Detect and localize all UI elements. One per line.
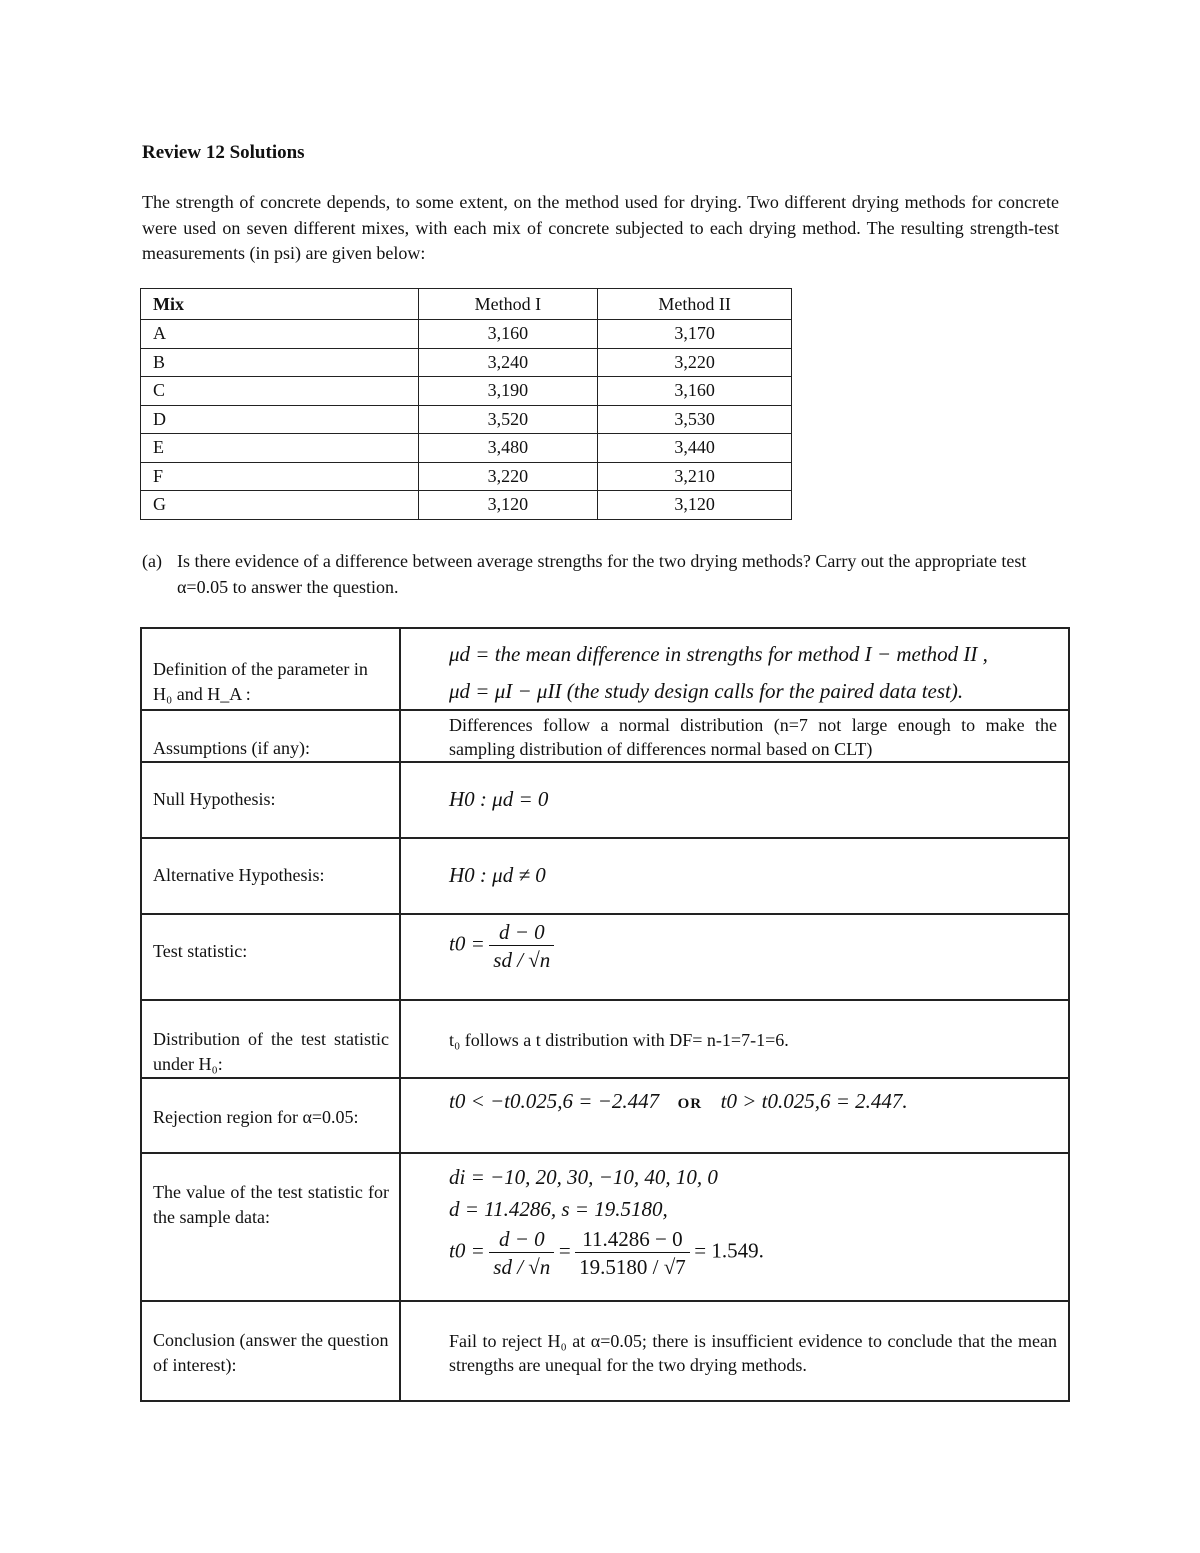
column-header-method-i: Method I	[418, 289, 598, 320]
summary-stats-line: d = 11.4286, s = 19.5180,	[449, 1197, 668, 1221]
mix-cell: D	[141, 405, 419, 434]
computation-numerator-2: 11.4286 − 0	[575, 1226, 690, 1253]
assumptions-text: Differences follow a normal distribution (n=7 not large enough to make the sampling distribution of differences normal based on CLT)	[400, 710, 1069, 762]
question-text: Is there evidence of a difference between average strengths for the two drying methods? Carry out the appropriate test α=0.05 to answer the question.	[177, 551, 1027, 597]
column-header-mix: Mix	[141, 289, 419, 320]
rejection-or: OR	[677, 1096, 703, 1112]
definition-row	[141, 628, 1069, 710]
test-statistic-value	[400, 914, 1069, 1000]
method-ii-cell: 3,120	[598, 491, 792, 520]
computation-lhs: t0 =	[449, 1238, 485, 1263]
mix-cell: G	[141, 491, 419, 520]
method-i-cell: 3,240	[418, 348, 598, 377]
mix-cell: B	[141, 348, 419, 377]
assumptions-label: Assumptions (if any):	[141, 710, 400, 762]
null-hypothesis-value	[400, 762, 1069, 838]
computation-fraction-2	[575, 1226, 690, 1281]
test-statistic-label: Test statistic:	[141, 914, 400, 1000]
rejection-lower: t0 < −t0.025,6 = −2.447	[449, 1089, 660, 1113]
null-hypothesis-row	[141, 762, 1069, 838]
mix-cell: F	[141, 462, 419, 491]
table-row	[141, 348, 792, 377]
test-statistic-fraction	[489, 919, 554, 974]
conclusion-row	[141, 1301, 1069, 1401]
strength-data-table	[140, 288, 792, 520]
column-header-method-ii: Method II	[598, 289, 792, 320]
rejection-upper: t0 > t0.025,6 = 2.447.	[720, 1089, 908, 1113]
null-hypothesis-label: Null Hypothesis:	[141, 762, 400, 838]
distribution-text: t₀ follows a t distribution with DF= n-1=7-1=6.	[400, 1000, 1069, 1078]
method-i-cell: 3,220	[418, 462, 598, 491]
intro-paragraph: The strength of concrete depends, to some extent, on the method used for drying. Two different drying methods for concrete were used on seven different mixes, with each mix of concrete subjected to each drying method. The resulting strength-test measurements (in psi) are given below:	[142, 192, 1059, 263]
test-statistic-lhs: t0 =	[449, 931, 485, 956]
alternative-hypothesis-value	[400, 838, 1069, 914]
method-ii-cell: 3,530	[598, 405, 792, 434]
page-title: Review 12 Solutions	[142, 142, 305, 163]
definition-line-2: μd = μI − μII (the study design calls for the paired data test).	[449, 679, 964, 703]
rejection-region-row	[141, 1078, 1069, 1153]
sample-value-label: The value of the test statistic for the sample data:	[141, 1153, 400, 1301]
null-hypothesis-formula: H0 : μd = 0	[449, 787, 549, 811]
computation-denominator-2: 19.5180 / √7	[579, 1255, 686, 1279]
differences-line: di = −10, 20, 30, −10, 40, 10, 0	[449, 1165, 718, 1189]
alternative-hypothesis-row	[141, 838, 1069, 914]
test-statistic-row	[141, 914, 1069, 1000]
rejection-region-value	[400, 1078, 1069, 1153]
conclusion-text: Fail to reject H₀ at α=0.05; there is insufficient evidence to conclude that the mean strengths are unequal for the two drying methods.	[400, 1301, 1069, 1401]
method-ii-cell: 3,170	[598, 320, 792, 349]
table-row	[141, 491, 792, 520]
computation-line	[449, 1226, 1057, 1281]
mix-cell: A	[141, 320, 419, 349]
computation-numerator-1: d − 0	[489, 1226, 554, 1253]
method-i-cell: 3,190	[418, 377, 598, 406]
table-header-row	[141, 289, 792, 320]
definition-label: Definition of the parameter in H₀ and H_A :	[141, 628, 400, 710]
alternative-hypothesis-label: Alternative Hypothesis:	[141, 838, 400, 914]
method-ii-cell: 3,160	[598, 377, 792, 406]
table-row	[141, 462, 792, 491]
computation-result: = 1.549.	[694, 1238, 764, 1263]
table-row	[141, 320, 792, 349]
table-row	[141, 377, 792, 406]
test-statistic-denominator: sd / √n	[493, 948, 551, 972]
definition-line-1: μd = the mean difference in strengths for method I − method II ,	[449, 642, 988, 666]
conclusion-label: Conclusion (answer the question of interest):	[141, 1301, 400, 1401]
table-row	[141, 405, 792, 434]
mix-cell: E	[141, 434, 419, 463]
method-i-cell: 3,520	[418, 405, 598, 434]
distribution-row	[141, 1000, 1069, 1078]
method-i-cell: 3,120	[418, 491, 598, 520]
definition-value	[400, 628, 1069, 710]
solution-table	[140, 627, 1070, 1402]
method-ii-cell: 3,440	[598, 434, 792, 463]
method-i-cell: 3,480	[418, 434, 598, 463]
question-label: (a)	[142, 551, 162, 571]
distribution-label: Distribution of the test statistic under H₀:	[141, 1000, 400, 1078]
table-row	[141, 434, 792, 463]
equals-sign: =	[558, 1238, 571, 1263]
rejection-region-label: Rejection region for α=0.05:	[141, 1078, 400, 1153]
alternative-hypothesis-formula: H0 : μd ≠ 0	[449, 863, 546, 887]
computation-denominator-1: sd / √n	[493, 1255, 551, 1279]
sample-value-content	[400, 1153, 1069, 1301]
method-ii-cell: 3,210	[598, 462, 792, 491]
method-i-cell: 3,160	[418, 320, 598, 349]
assumptions-row	[141, 710, 1069, 762]
method-ii-cell: 3,220	[598, 348, 792, 377]
sample-value-row	[141, 1153, 1069, 1301]
computation-fraction-1	[489, 1226, 554, 1281]
test-statistic-numerator: d − 0	[489, 919, 554, 946]
mix-cell: C	[141, 377, 419, 406]
